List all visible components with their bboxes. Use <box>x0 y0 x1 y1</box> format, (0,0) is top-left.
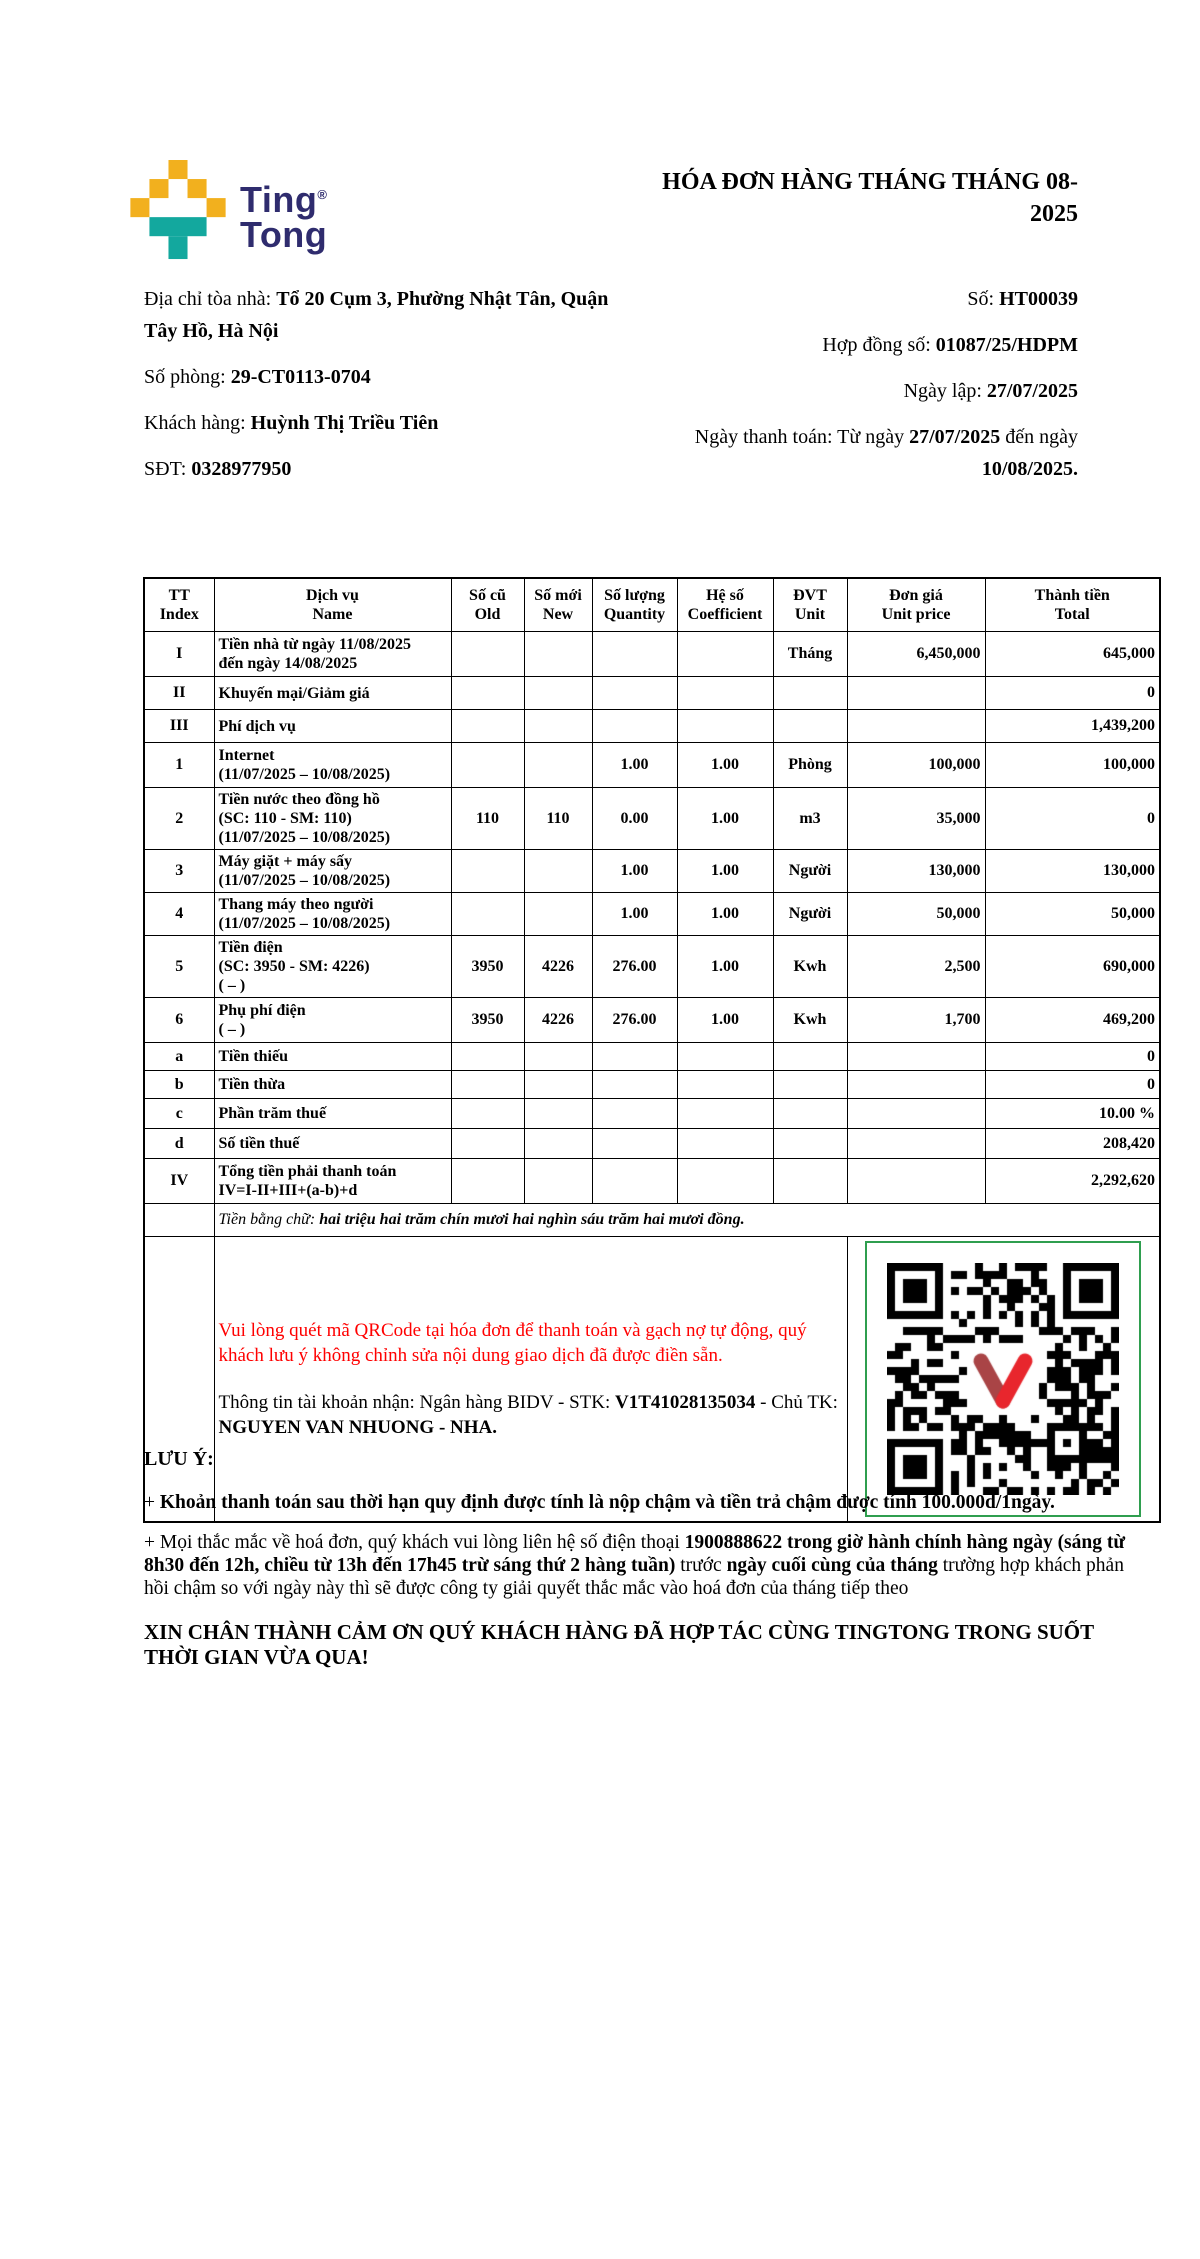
contract-number: Hợp đồng số: 01087/25/HDPM <box>822 334 1078 356</box>
table-row: b Tiền thừa 0 <box>144 1071 1160 1099</box>
hotline-note: + Mọi thắc mắc về hoá đơn, quý khách vui lòng liên hệ số điện thoại 1900888622 trong giờ hành chính hàng ngày (sáng từ 8h30 đến 12h, chiều từ 13h đến 17h45 trừ sáng thứ 2 hàng tuần) trước ngày cuối cùng của tháng trường hợp khách phản hồi chậm so với ngày này thì sẽ được công ty giải quyết thắc mắc vào hoá đơn của tháng tiếp theo <box>144 1532 1126 1599</box>
invoice-info <box>144 283 1078 499</box>
room-number: Số phòng: 29-CT0113-0704 <box>144 366 371 388</box>
table-row: 1 Internet (11/07/2025 – 10/08/2025) 1.00 1.00 Phòng 100,000 100,000 <box>144 743 1160 788</box>
col-header-name: Dịch vụ Name <box>214 578 451 632</box>
building-address: Địa chỉ tòa nhà: Tổ 20 Cụm 3, Phường Nhật Tân, Quận Tây Hồ, Hà Nội <box>144 288 609 342</box>
table-row-grand-total: IV Tổng tiền phải thanh toán IV=I-II+III+(a-b)+d 2,292,620 <box>144 1159 1160 1204</box>
tingtong-logo-icon <box>130 160 226 260</box>
invoice-title-line1: HÓA ĐƠN HÀNG THÁNG THÁNG 08- <box>662 169 1078 195</box>
table-row: 6 Phụ phí điện ( – ) 3950 4226 276.00 1.00 Kwh 1,700 469,200 <box>144 998 1160 1043</box>
table-row: II Khuyến mại/Giảm giá 0 <box>144 677 1160 710</box>
amount-in-words: Tiền bằng chữ: hai triệu hai trăm chín mươi hai nghìn sáu trăm hai mươi đồng. <box>214 1204 1160 1237</box>
issue-date: Ngày lập: 27/07/2025 <box>903 380 1078 402</box>
footer-notes <box>144 1448 1129 1687</box>
qr-warning-text: Vui lòng quét mã QRCode tại hóa đơn để thanh toán và gạch nợ tự động, quý khách lưu ý không chỉnh sửa nội dung giao dịch đã được điền sẵn. <box>218 1320 807 1366</box>
table-row: III Phí dịch vụ 1,439,200 <box>144 710 1160 743</box>
customer-info <box>144 283 643 499</box>
col-header-new: Số mới New <box>524 578 592 632</box>
amount-in-words-row <box>144 1204 1160 1237</box>
col-header-coefficient: Hệ số Coefficient <box>677 578 773 632</box>
col-header-quantity: Số lượng Quantity <box>592 578 677 632</box>
col-header-unit: ĐVT Unit <box>773 578 847 632</box>
customer-name: Khách hàng: Huỳnh Thị Triều Tiên <box>144 412 439 434</box>
table-row: d Số tiền thuế 208,420 <box>144 1129 1160 1159</box>
late-payment-note: + Khoản thanh toán sau thời hạn quy định được tính là nộp chậm và tiền trả chậm được tính 100.000d/1ngày. <box>144 1492 1055 1513</box>
table-row: 5 Tiền điện (SC: 3950 - SM: 4226) ( – ) 3950 4226 276.00 1.00 Kwh 2,500 690,000 <box>144 936 1160 998</box>
col-header-unit-price: Đơn giá Unit price <box>847 578 985 632</box>
table-row: 2 Tiền nước theo đồng hồ (SC: 110 - SM: 110) (11/07/2025 – 10/08/2025) 110 110 0.00 1.00 m3 35,000 0 <box>144 788 1160 850</box>
col-header-old: Số cũ Old <box>451 578 524 632</box>
invoice-number: Số: HT00039 <box>967 288 1078 310</box>
col-header-index: TT Index <box>144 578 214 632</box>
table-row: c Phần trăm thuế 10.00 % <box>144 1099 1160 1129</box>
table-header-row <box>144 578 1160 632</box>
invoice-meta <box>643 283 1078 499</box>
notes-heading: LƯU Ý: <box>144 1448 214 1470</box>
table-row: 4 Thang máy theo người (11/07/2025 – 10/08/2025) 1.00 1.00 Người 50,000 50,000 <box>144 893 1160 936</box>
invoice-title-line2: 2025 <box>1030 201 1078 227</box>
wordmark-line2: Tong <box>240 214 328 255</box>
col-header-total: Thành tiền Total <box>985 578 1160 632</box>
table-row: a Tiền thiếu 0 <box>144 1043 1160 1071</box>
registered-mark: ® <box>317 187 328 202</box>
customer-phone: SĐT: 0328977950 <box>144 458 292 480</box>
wordmark-line1: Ting <box>240 179 318 220</box>
table-row: I Tiền nhà từ ngày 11/08/2025 đến ngày 14/08/2025 Tháng 6,450,000 645,000 <box>144 632 1160 677</box>
table-row: 3 Máy giặt + máy sấy (11/07/2025 – 10/08/2025) 1.00 1.00 Người 130,000 130,000 <box>144 850 1160 893</box>
thank-you-message: XIN CHÂN THÀNH CẢM ƠN QUÝ KHÁCH HÀNG ĐÃ HỢP TÁC CÙNG TINGTONG TRONG SUỐT THỜI GIAN VỪA QUA! <box>144 1620 1094 1669</box>
invoice-title <box>608 166 1078 230</box>
brand-header <box>130 160 327 260</box>
payment-period: Ngày thanh toán: Từ ngày 27/07/2025 đến ngày 10/08/2025. <box>694 426 1078 480</box>
invoice-table <box>143 577 1161 1523</box>
tingtong-wordmark <box>240 179 328 255</box>
bank-account-info: Thông tin tài khoản nhận: Ngân hàng BIDV - STK: V1T41028135034 - Chủ TK: NGUYEN VAN NHUONG - NHA. <box>218 1392 838 1438</box>
